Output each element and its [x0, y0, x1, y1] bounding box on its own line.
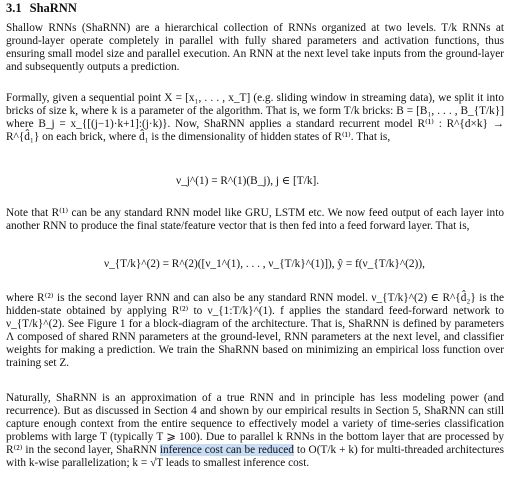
equation-1: ν_j^(1) = R^(1)(B_j), j ∈ [T/k]. [176, 175, 320, 187]
paragraph-2 [6, 92, 504, 144]
highlighted-phrase: inference cost can be reduced [159, 444, 294, 457]
paragraph-2-text: Formally, given a sequential point X = [x₁, . . . , x_T] (e.g. sliding window in streaming data), we split it into bricks of size k, where k is a parameter of the algorithm. That is, we form T/k bricks: B = [B₁, . . . , B_{T/k}] where B_j = x_{[(j−1)·k+1]:(j·k)}. Now, ShaRNN applies a standard recurrent model R⁽¹⁾ : R^{d×k} → R^{d̂₁} on each brick, where d̂₁ is the dimensionality of hidden states of R⁽¹⁾. That is, [6, 92, 504, 144]
section-number: 3.1 [6, 1, 22, 15]
equation-2: ν_{T/k}^(2) = R^(2)([ν_1^(1), . . . , ν_{T/k}^(1)]), ŷ = f(ν_{T/k}^(2)), [104, 258, 425, 270]
paragraph-4-text: where R⁽²⁾ is the second layer RNN and can also be any standard RNN model. ν_{T/k}^(2) ∈ R^{d̂₂} is the hidden-state obtained by applying R⁽²⁾ to ν_{1:T/k}^(1). f applies the standard feed-forward network to ν_{T/k}^(2). See Figure 1 for a block-diagram of the architecture. That is, ShaRNN is defined by parameters Λ composed of shared RNN parameters at the ground-level, RNN parameters at the next level, and classifier weights for making a prediction. We train the ShaRNN based on minimizing an empirical loss function over training set Z. [6, 292, 504, 370]
paragraph-4 [6, 292, 504, 371]
section-heading [6, 2, 77, 15]
paragraph-5 [6, 392, 504, 471]
paragraph-3-text: Note that R⁽¹⁾ can be any standard RNN model like GRU, LSTM etc. We now feed output of each layer into another RNN to produce the final state/feature vector that is then fed into a feed forward layer. That is, [6, 207, 504, 233]
paragraph-5-body: Naturally, ShaRNN is an approximation of a true RNN and in principle has less modeling power (and recurrence). But as discussed in Section 4 and shown by our empirical results in Section 5, ShaRNN can still capture enough context from the entire sequence to effectively model a variety of time-series classification problems with large T (typically T ⩾ 100). Due to parallel k RNNs in the bottom layer that are processed by R⁽²⁾ in the second layer, ShaRNN inference cost can be reduced to O(T/k + k) for multi-threaded architectures with k-wise parallelization; k = √T leads to smallest inference cost. [6, 392, 504, 470]
section-title: ShaRNN [29, 1, 77, 15]
paragraph-5-text [6, 392, 504, 471]
paragraph-1-text: Shallow RNNs (ShaRNN) are a hierarchical collection of RNNs organized at two levels. T/k RNNs at ground-layer operate completely in parallel with fully shared parameters and activation functions, thus ensuring small model size and parallel execution. An RNN at the next level take inputs from the ground-layer and subsequently outputs a prediction. [6, 22, 504, 74]
paragraph-3 [6, 207, 504, 233]
paragraph-1 [6, 22, 504, 74]
